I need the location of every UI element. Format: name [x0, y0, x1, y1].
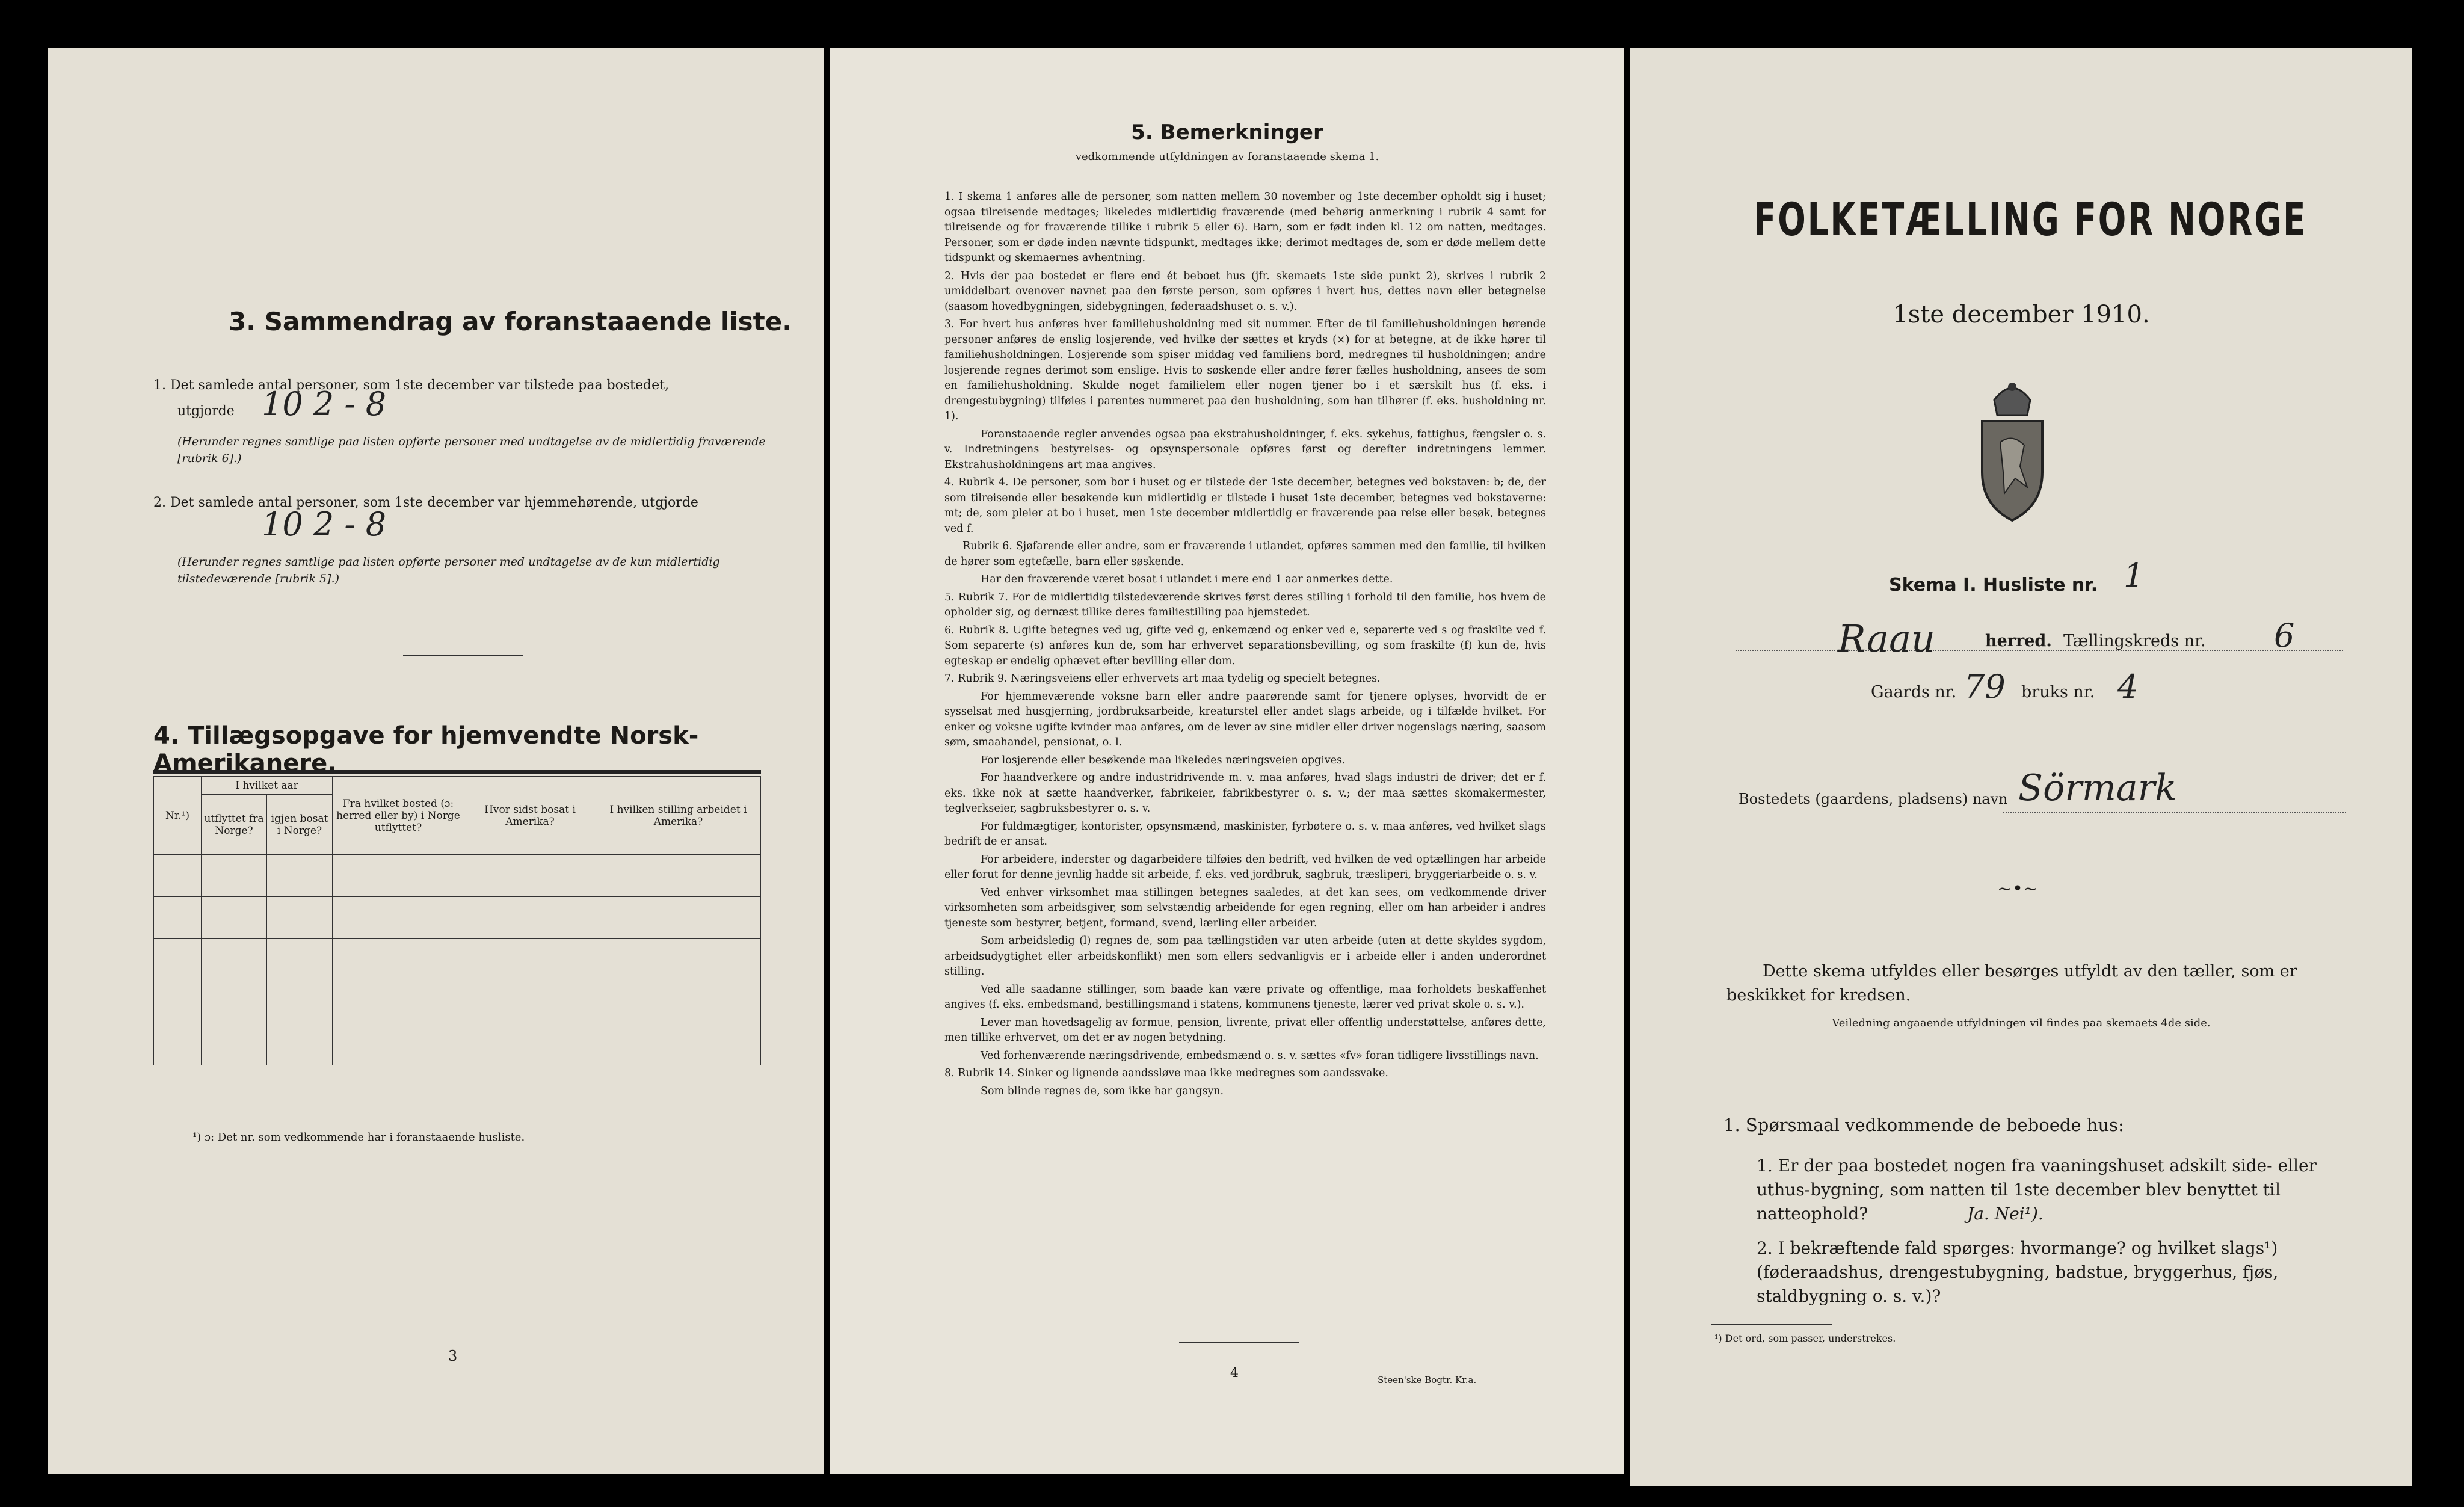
remark-2: 2. Hvis der paa bostedet er flere end ét beboet hus (jfr. skemaets 1ste side punkt 2), skrives i rubrik 2 umiddelbart ovenover navnet paa den første person, som opføres i hvert hus, dettes navn eller betegnelse (saasom hovedbygningen, sidebygningen, føderaadshuset o. s. v.). — [944, 270, 1546, 313]
bruks-value: 4 — [2118, 668, 2139, 706]
lion-shield-icon — [1967, 376, 2057, 526]
table-row — [154, 939, 761, 981]
form-date: 1ste december 1910. — [1893, 301, 2150, 328]
divider — [403, 655, 523, 656]
col-year-group: I hvilket aar — [202, 777, 333, 795]
gaards-value: 79 — [1964, 668, 2006, 706]
remark-7d: For haandverkere og andre industridrivende m. v. maa anføres, hvad slags industri de driver; det er f. eks. ikke nok at sætte haandverker, fabrikeier, fabrikbestyrer o. s. v.; der maa sættes skomakermester, teglverkseier, sagbruksbestyrer o. s. v. — [944, 772, 1546, 815]
table-row — [154, 897, 761, 939]
ornament-icon: ~•~ — [1997, 878, 2038, 899]
remarks-subtitle: vedkommende utfyldningen av foranstaaende skema 1. — [1075, 150, 1379, 163]
section-4-title: 4. Tillægsopgave for hjemvendte Norsk-Amerikanere. — [153, 722, 699, 777]
middle-page — [830, 48, 1624, 1474]
remark-8: 8. Rubrik 14. Sinker og lignende aandssløve maa ikke medregnes som aandssvake. — [944, 1067, 1388, 1079]
section-3-title: 3. Sammendrag av foranstaaende liste. — [229, 307, 792, 336]
intro-note: Veiledning angaaende utfyldningen vil findes paa skemaets 4de side. — [1832, 1017, 2211, 1029]
summary-item-1-value: 10 2 - 8 — [262, 385, 387, 423]
table-row — [154, 855, 761, 897]
remark-7h: Som arbeidsledig (l) regnes de, som paa tællingstiden var uten arbeide (uten at dette skyldes sygdom, arbeidsudygtighet eller arbeidskonflikt) men som ellers sedvanligvis er i arbeide eller i anden underordnet stilling. — [944, 935, 1546, 978]
table-footnote: ¹) ɔ: Det nr. som vedkommende har i foranstaaende husliste. — [192, 1131, 525, 1144]
remark-4b: Rubrik 6. Sjøfarende eller andre, som er fraværende i utlandet, opføres sammen med den familie, til hvilken de hører som egtefælle, barn eller søskende. — [944, 540, 1546, 568]
col-lastres: Hvor sidst bosat i Amerika? — [464, 777, 596, 855]
krets-label: Tællingskreds nr. — [2063, 632, 2206, 650]
page-number-3: 3 — [448, 1348, 458, 1364]
col-emigrated: utflyttet fra Norge? — [202, 795, 267, 855]
col-returned: igjen bosat i Norge? — [267, 795, 333, 855]
remark-7j: Lever man hovedsagelig av formue, pension, livrente, privat eller offentlig understøttelse, anføres dette, men tillike erhvervet, om det er av nogen betydning. — [944, 1016, 1546, 1044]
bosted-value: Sörmark — [2018, 767, 2177, 809]
remark-1: 1. I skema 1 anføres alle de personer, som natten mellem 30 november og 1ste december opholdt sig i huset; ogsaa tilreisende medtages; likeledes midlertidig fraværende (med behørig anmerkning i rubrik 4 samt for tilreisende og for fraværende tillike i rubrik 5 eller 6). Barn, som er født inden kl. 12 om natten, medtages. Personer, som er døde inden nævnte tidspunkt, medtages ikke; derimot medtages de, som er døde mellem dette tidspunkt og skemaernes avhentning. — [944, 191, 1546, 264]
divider — [1711, 1324, 1832, 1325]
remark-4: 4. Rubrik 4. De personer, som bor i huset og er tilstede der 1ste december, betegnes ved bokstaven: b; de, der som tilreisende eller besøkende kun midlertidig er tilstede i huset 1ste december, betegnes ved bokstaverne: mt; de, som pleier at bo i huset, men 1ste december midlertidig er fraværende paa reise eller besøk, betegnes ved f. — [944, 476, 1546, 535]
right-page — [1630, 48, 2412, 1486]
bruks-label: bruks nr. — [2021, 683, 2095, 701]
col-position: I hvilken stilling arbeidet i Amerika? — [596, 777, 761, 855]
remark-5: 5. Rubrik 7. For de midlertidig tilstedeværende skrives først deres stilling i forhold til den familie, hos hvem de opholder sig, og dernæst tillike deres familiestilling paa hjemstedet. — [944, 591, 1546, 618]
remark-7i: Ved alle saadanne stillinger, som baade kan være private og offentlige, maa forholdets beskaffenhet angives (f. eks. embedsmand, bestillingsmand i statens, kommunens tjeneste, lærer ved privat skole o. s. v.). — [944, 983, 1546, 1011]
gaards-label: Gaards nr. — [1871, 683, 1957, 701]
norsk-amerikanere-table — [153, 776, 761, 1065]
remark-6: 6. Rubrik 8. Ugifte betegnes ved ug, gifte ved g, enkemænd og enker ved e, separerte ved s og fraskilte ved f. Som separerte (s) anføres kun de, som har erhvervet separationsbevilling, og som fraskilte (f) kun de, hvis egteskap er endelig ophævet efter bevilling eller dom. — [944, 624, 1546, 667]
bosted-label: Bostedets (gaardens, pladsens) navn — [1739, 790, 2008, 807]
left-page — [48, 48, 824, 1474]
question-1: 1. Er der paa bostedet nogen fra vaaningshuset adskilt side- eller uthus-bygning, som natten til 1ste december blev benyttet til natteophold? — [1757, 1156, 2317, 1224]
herred-label: herred. — [1985, 632, 2052, 650]
summary-item-2-value: 10 2 - 8 — [262, 505, 387, 543]
bosted-line — [2003, 812, 2346, 813]
summary-item-2: 2. Det samlede antal personer, som 1ste december var hjemmehørende, utgjorde — [153, 495, 698, 510]
remark-7f: For arbeidere, inderster og dagarbeidere tilføies den bedrift, ved hvilken de ved optællingen har arbeide eller forut for denne jevnlig hadde sit arbeide, f. eks. ved jordbruk, sagbruk, træsliperi, bryggeriarbeide o. s. v. — [944, 853, 1546, 881]
printer-mark: Steen'ske Bogtr. Kr.a. — [1378, 1375, 1477, 1385]
remark-3b: Foranstaaende regler anvendes ogsaa paa ekstrahusholdninger, f. eks. sykehus, fattighus, fængsler o. s. v. Indretningens bestyrelses- og opsynspersonale opføres først og derefter indretningens lemmer. Ekstrahusholdningens art maa angives. — [944, 428, 1546, 471]
col-from: Fra hvilket bosted (ɔ: herred eller by) i Norge utflyttet? — [333, 777, 464, 855]
summary-item-1-note: (Herunder regnes samtlige paa listen opførte personer med undtagelse av de midlertidig fraværende [rubrik 6].) — [177, 435, 766, 465]
divider — [1179, 1342, 1299, 1343]
summary-item-2-note: (Herunder regnes samtlige paa listen opførte personer med undtagelse av de kun midlertidig tilstedeværende [rubrik 5].) — [177, 555, 720, 585]
krets-value: 6 — [2274, 617, 2295, 655]
remark-7k: Ved forhenværende næringsdrivende, embedsmænd o. s. v. sættes «fv» foran tidligere livsstillings navn. — [981, 1049, 1539, 1062]
table-row — [154, 981, 761, 1023]
col-nr: Nr.¹) — [154, 777, 202, 855]
intro-text: Dette skema utfyldes eller besørges utfyldt av den tæller, som er beskikket for kredsen. — [1726, 962, 2297, 1005]
remark-7c: For losjerende eller besøkende maa likeledes næringsveien opgives. — [981, 754, 1346, 766]
question-header: 1. Spørsmaal vedkommende de beboede hus: — [1723, 1115, 2124, 1135]
remarks-body — [944, 190, 1546, 1102]
remark-7g: Ved enhver virksomhet maa stillingen betegnes saaledes, at det kan sees, om vedkommende driver virksomheten som arbeidsgiver, som selvstændig arbeidende for egen regning, eller om han arbeider i andres tjeneste som bestyrer, betjent, formand, svend, lærling eller arbeider. — [944, 886, 1546, 929]
coat-of-arms — [1967, 376, 2057, 529]
table-top-rule — [153, 770, 761, 774]
herred-value: Raau — [1838, 617, 1935, 661]
form-title: FOLKETÆLLING FOR NORGE — [1754, 193, 2308, 246]
remark-4c: Har den fraværende været bosat i utlandet i mere end 1 aar anmerkes dette. — [981, 573, 1393, 585]
right-footnote: ¹) Det ord, som passer, understrekes. — [1714, 1333, 1896, 1344]
question-2: 2. I bekræftende fald spørges: hvormange? og hvilket slags¹) (føderaadshus, drengestubygning, badstue, bryggerhus, fjøs, staldbygning o. s. v.)? — [1757, 1238, 2279, 1306]
remark-7b: For hjemmeværende voksne barn eller andre paarørende samt for tjenere oplyses, hvorvidt de er sysselsat med husgjerning, jordbruksarbeide, kreaturstel eller andet slags arbeide, og i tilfælde hvilket. For enker og voksne ugifte kvinder maa anføres, om de lever av sine midler eller driver nogenslags næring, saasom søm, smaahandel, pensionat, o. l. — [944, 690, 1546, 748]
schema-label: Skema I. Husliste nr. — [1889, 575, 2098, 596]
summary-item-1: 1. Det samlede antal personer, som 1ste december var tilstede paa bostedet, — [153, 378, 669, 393]
remark-7e: For fuldmægtiger, kontorister, opsynsmænd, maskinister, fyrbøtere o. s. v. maa anføres, ved hvilket slags bedrift de er ansat. — [944, 820, 1546, 848]
husliste-number: 1 — [2124, 556, 2145, 594]
table-row — [154, 1023, 761, 1065]
remarks-title: 5. Bemerkninger — [1131, 120, 1323, 144]
remark-7: 7. Rubrik 9. Næringsveiens eller erhvervets art maa tydelig og specielt betegnes. — [944, 673, 1381, 685]
summary-item-1-prefix: utgjorde — [177, 404, 235, 419]
remark-3: 3. For hvert hus anføres hver familiehusholdning med sit nummer. Efter de til familiehusholdningen hørende personer anføres de enslig losjerende, ved hvilke der sættes et kryds (×) for at betegne, at de ikke hører til familiehusholdningen. Losjerende som spiser middag ved familiens bord, medregnes til husholdningen; andre losjerende regnes derimot som enslige. Hvis to søskende eller andre fører fælles husholdning, ansees de som en familiehusholdning. Skulde noget familielem eller nogen tjener bo i et særskilt hus (f. eks. i drengestubygning) tilføies i parentes nummeret paa den husholdning, som han tilhører (f. eks. husholdning nr. 1). — [944, 318, 1546, 422]
page-number-4: 4 — [1230, 1366, 1239, 1381]
question-1-answer: Ja. Nei¹). — [1967, 1204, 2044, 1224]
remark-8b: Som blinde regnes de, som ikke har gangsyn. — [981, 1085, 1224, 1097]
